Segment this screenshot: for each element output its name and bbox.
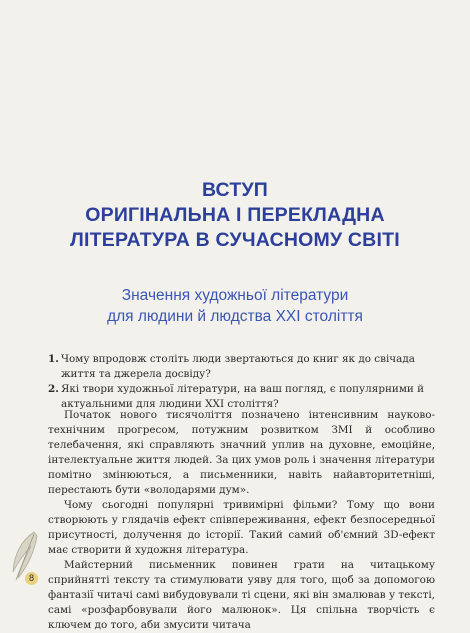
paragraph: Чому сьогодні популярні тривимірні фільми? Тому що вони створюють у глядачів ефект співпереживання, ефект безпосередньої присутності, долучення до історії. Такий самий об'ємний 3D-ефект має створити й художня література. (48, 499, 435, 556)
body-text (48, 408, 435, 633)
question-number: 2. (48, 383, 59, 395)
quill-icon (4, 528, 44, 588)
question-text: Які твори художньої літератури, на ваш погляд, є популярними й актуальними для людини XXI століття? (61, 383, 425, 410)
title-line-2: ОРИГІНАЛЬНА І ПЕРЕКЛАДНА (85, 204, 385, 226)
chapter-title (0, 178, 470, 253)
paragraph: Майстерний письменник повинен грати на читацькому сприйнятті тексту та стимулювати уяву для того, щоб за допомогою фантазії читачі самі вибудовували ті сцени, які він змалював у тексті, самі «розфарбовували його малюнок». Ця спільна творчість є ключем до того, аби змусити читача (48, 559, 435, 631)
question-number: 1. (48, 353, 59, 365)
question-item (48, 352, 428, 382)
paragraph: Початок нового тисячоліття позначено інтенсивним науково-технічним прогресом, потужним розвитком ЗМІ й особливо телебачення, які справляють значний уплив на духовне, емоційне, інтелектуальне життя людей. За цих умов роль і значення літератури помітно змінюються, а письменники, навіть найавторитетніші, перестають бути «володарями дум». (48, 409, 435, 496)
question-text: Чому впродовж століть люди звертаються до книг як до свічада життя та джерела досвіду? (61, 353, 415, 380)
section-subtitle (0, 285, 470, 327)
page-number: 8 (25, 572, 38, 585)
subtitle-line-2: для людини й людства XXI століття (107, 308, 363, 325)
question-list (48, 352, 428, 412)
subtitle-line-1: Значення художньої літератури (121, 287, 349, 304)
title-line-3: ЛІТЕРАТУРА В СУЧАСНОМУ СВІТІ (70, 229, 400, 251)
title-line-1: ВСТУП (202, 179, 268, 201)
